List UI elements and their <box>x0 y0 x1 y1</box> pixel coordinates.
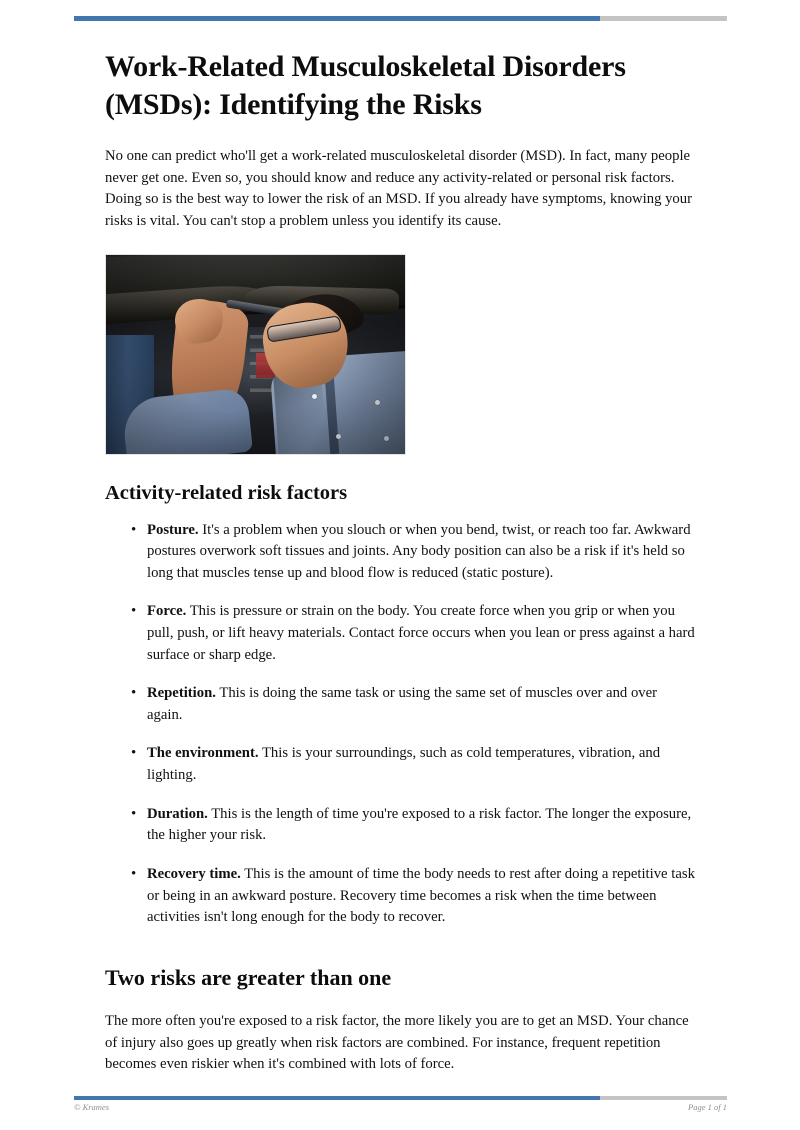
footer-rule-gray-segment <box>600 1096 727 1100</box>
header-rule <box>74 16 727 21</box>
page-title: Work-Related Musculoskeletal Disorders (MSDs): Identifying the Risks <box>105 50 626 122</box>
footer-rule-blue-segment <box>74 1096 600 1100</box>
section-heading-activity-risks: Activity-related risk factors <box>105 482 348 504</box>
list-item <box>131 864 695 929</box>
list-item-text: This is the length of time you're exposed to a risk factor. The longer the exposure, the higher your risk. <box>147 805 692 844</box>
list-item-lead: Posture. <box>147 521 199 538</box>
list-item <box>131 520 695 585</box>
header-rule-blue-segment <box>74 16 600 21</box>
section-heading-two-risks: Two risks are greater than one <box>105 964 392 990</box>
list-item-lead: The environment. <box>147 745 259 762</box>
list-item-text: It's a problem when you slouch or when you bend, twist, or reach too far. Awkward postures overwork soft tissues and joints. Any body position can also be a risk if it's held so long that muscles tense up and blood flow is reduced (static posture). <box>147 521 691 581</box>
footer-page-number: Page 1 of 1 <box>688 1102 727 1112</box>
list-item-text: This is your surroundings, such as cold temperatures, vibration, and lighting. <box>147 745 661 784</box>
intro-paragraph: No one can predict who'll get a work-related musculoskeletal disorder (MSD). In fact, many people never get one. Even so, you should know and reduce any activity-related or personal risk factors. Doing so is the best way to lower the risk of an MSD. If you already have symptoms, knowing your risks is vital. You can't stop a problem unless you identify its cause. <box>105 148 693 229</box>
list-item <box>131 804 695 847</box>
list-item-lead: Recovery time. <box>147 865 241 882</box>
closing-paragraph: The more often you're exposed to a risk factor, the more likely you are to get an MSD. Your chance of injury also goes up greatly when risk factors are combined. For instance, frequent repetition becomes even riskier when it's combined with lots of force. <box>105 1013 689 1073</box>
footer <box>74 1102 727 1112</box>
document-content <box>105 48 695 1076</box>
list-item <box>131 683 695 726</box>
footer-copyright: © Krames <box>74 1102 110 1112</box>
list-item-lead: Repetition. <box>147 685 216 702</box>
footer-rule <box>74 1096 727 1100</box>
list-item-lead: Force. <box>147 603 187 620</box>
article-photo <box>105 254 406 455</box>
list-item <box>131 743 695 786</box>
list-item-text: This is pressure or strain on the body. You create force when you grip or when you pull, push, or lift heavy materials. Contact force occurs when you lean or press against a hard surface or sharp edge. <box>147 603 695 663</box>
risk-factor-list <box>105 520 695 929</box>
header-rule-gray-segment <box>600 16 727 21</box>
photo-illustration <box>106 255 405 454</box>
list-item <box>131 601 695 666</box>
list-item-text: This is doing the same task or using the same set of muscles over and over again. <box>147 685 658 723</box>
photo-vignette <box>106 255 405 454</box>
list-item-lead: Duration. <box>147 805 208 822</box>
list-item-text: This is the amount of time the body needs to rest after doing a repetitive task or being in an awkward posture. Recovery time becomes a risk when the time between activities isn't long enough for the body to recover. <box>147 865 695 926</box>
